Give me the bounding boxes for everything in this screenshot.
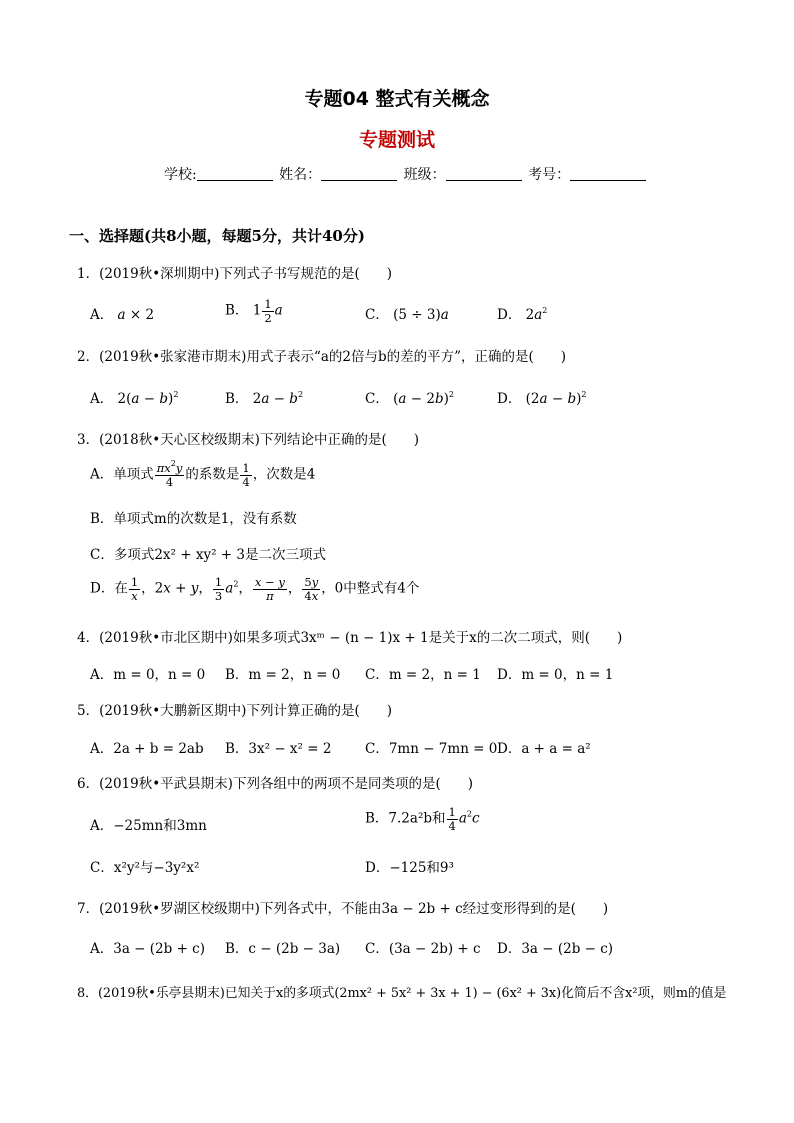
q1-option-a[interactable]: A． a × 2 xyxy=(90,307,155,323)
question-4-stem: 4．(2019秋•市北区期中)如果多项式3xᵐ − (n − 1)x + 1是关于x的二次二项式，则( ) xyxy=(77,630,623,646)
name-blank[interactable] xyxy=(321,166,397,181)
number-blank[interactable] xyxy=(570,166,646,181)
q4-option-a[interactable]: A．m = 0，n = 0 xyxy=(90,667,206,683)
q7-option-d[interactable]: D．3a − (2b − c) xyxy=(497,941,614,957)
q1-option-c[interactable]: C． (5 ÷ 3)a xyxy=(365,307,449,323)
q6-option-c[interactable]: C．x²y²与−3y²x² xyxy=(90,860,200,876)
q5-option-d[interactable]: D．a + a = a² xyxy=(497,741,591,757)
number-label: 考号： xyxy=(528,167,571,183)
class-blank[interactable] xyxy=(446,166,522,181)
page-subtitle: 专题测试 xyxy=(358,129,435,151)
question-3-stem: 3．(2018秋•天心区校级期末)下列结论中正确的是( ) xyxy=(77,432,419,448)
school-blank[interactable] xyxy=(197,166,273,181)
question-6-stem: 6．(2019秋•平武县期末)下列各组中的两项不是同类项的是( ) xyxy=(77,776,473,792)
q6-option-b[interactable]: B．7.2a²b和 $\frac{1}{4}$ $a^2c$ xyxy=(365,805,480,833)
q1-option-d[interactable]: D． $2a^2$ xyxy=(497,306,548,323)
q5-option-b[interactable]: B．3x² − x² = 2 xyxy=(225,741,332,757)
q2-option-a[interactable]: A． $2(a - b)^2$ xyxy=(90,390,179,407)
class-label: 班级： xyxy=(403,167,446,183)
name-label: 姓名： xyxy=(279,167,322,183)
q3-option-d[interactable]: D．在 $\frac{1}{x}$ ，2x + y， $\frac{1}{3}$ $a^2$， $\frac{x - y}{\pi}$ ， $\frac{5y}{4x}$ ，0中整式有4个 xyxy=(90,575,420,603)
q3-option-b[interactable]: B．单项式m的次数是1，没有系数 xyxy=(90,511,297,527)
q2-option-b[interactable]: B． $2a - b^2$ xyxy=(225,390,304,407)
q5-option-c[interactable]: C．7mn − 7mn = 0 xyxy=(365,741,498,757)
section-heading: 一、选择题(共8小题，每题5分，共计40分) xyxy=(69,227,365,245)
student-info-line xyxy=(164,164,648,184)
q7-option-c[interactable]: C．(3a − 2b) + c xyxy=(365,941,481,957)
q7-option-b[interactable]: B．c − (2b − 3a) xyxy=(225,941,341,957)
page-title: 专题04 整式有关概念 xyxy=(304,88,490,110)
q1-option-b[interactable]: B． 1 $\frac{1}{2}$ a xyxy=(225,297,283,325)
q6-option-a[interactable]: A．−25mn和3mn xyxy=(90,818,207,834)
q4-option-c[interactable]: C．m = 2，n = 1 xyxy=(365,667,481,683)
q3-option-c[interactable]: C．多项式2x² + xy² + 3是二次三项式 xyxy=(90,547,326,563)
q3-option-a[interactable]: A．单项式 $\frac{\pi x^2y}{4}$ 的系数是 $\frac{1}{4}$ ，次数是4 xyxy=(90,459,316,489)
q2-option-d[interactable]: D． $(2a - b)^2$ xyxy=(497,390,587,407)
q4-option-b[interactable]: B．m = 2，n = 0 xyxy=(225,667,341,683)
question-1-stem: 1．(2019秋•深圳期中)下列式子书写规范的是( ) xyxy=(77,266,392,282)
q7-option-a[interactable]: A．3a − (2b + c) xyxy=(90,941,206,957)
q2-option-c[interactable]: C． $(a - 2b)^2$ xyxy=(365,390,454,407)
school-label: 学校: xyxy=(164,167,197,183)
q5-option-a[interactable]: A．2a + b = 2ab xyxy=(90,741,204,757)
question-8-stem: 8．(2019秋•乐亭县期末)已知关于x的多项式(2mx² + 5x² + 3x + 1) − (6x² + 3x)化简后不含x²项，则m的值是 xyxy=(77,986,727,1001)
question-2-stem: 2．(2019秋•张家港市期末)用式子表示“a的2倍与b的差的平方”，正确的是( ) xyxy=(77,349,567,365)
q4-option-d[interactable]: D．m = 0，n = 1 xyxy=(497,667,614,683)
question-5-stem: 5．(2019秋•大鹏新区期中)下列计算正确的是( ) xyxy=(77,703,392,719)
question-7-stem: 7．(2019秋•罗湖区校级期中)下列各式中，不能由3a − 2b + c经过变形得到的是( ) xyxy=(77,901,609,917)
q6-option-d[interactable]: D．−125和9³ xyxy=(365,860,454,876)
